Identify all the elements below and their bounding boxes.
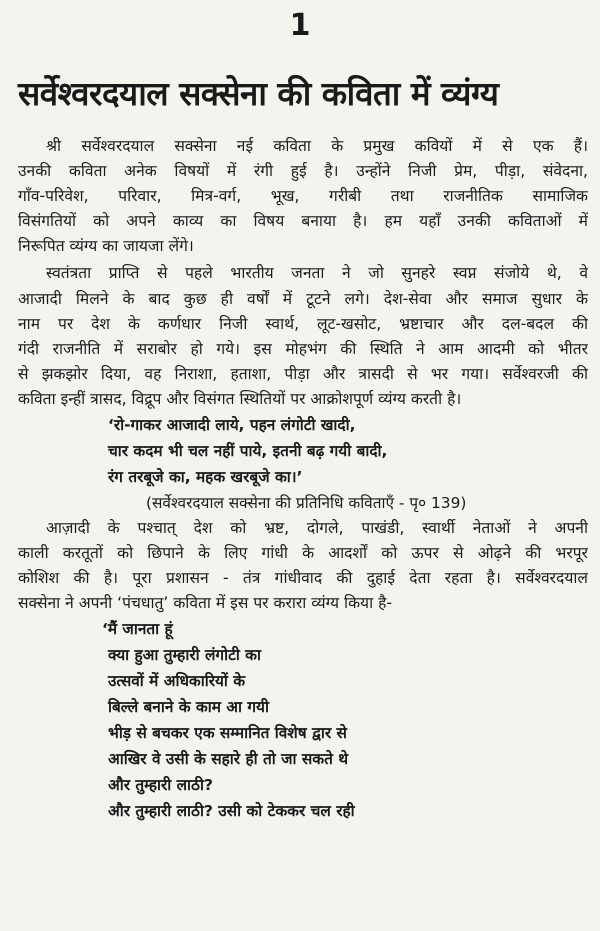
verse-line: उत्सवों में अधिकारियों के <box>108 672 246 691</box>
verse-line: और तुम्हारी लाठी? <box>108 776 213 795</box>
text-line: आजादी मिलने के बाद कुछ ही वर्षों में टूटने लगे। देश-सेवा और समाज सुधार के <box>18 289 588 308</box>
text-line: कोशिश की है। पूरा प्रशासन - तंत्र गांधीवाद की दुहाई देता रहता है। सर्वेश्वरदयाल <box>18 569 588 588</box>
verse-line: आखिर वे उसी के सहारे ही तो जा सकते थे <box>108 750 349 769</box>
text-line: गंदी राजनीति में सराबोर हो गये। इस मोहभंग की स्थिति ने आम आदमी को भीतर <box>18 339 588 358</box>
page-body <box>18 134 588 824</box>
page-number: 1 <box>289 8 311 43</box>
paragraph-3 <box>18 516 588 616</box>
text-line: निरूपित व्यंग्य का जायजा लेंगे। <box>18 237 194 256</box>
chapter-title: सर्वेश्वरदयाल सक्सेना की कविता में व्यंग्य <box>18 74 499 113</box>
text-line: विसंगतियों को अपने काव्य का विषय बनाया है। हम यहाँ उनकी कविताओं में <box>18 212 588 231</box>
paragraph-2 <box>18 261 588 412</box>
text-line: आज़ादी के पश्चात् देश को भ्रष्ट, दोगले, पाखंडी, स्वार्थी नेताओं ने अपनी <box>46 519 588 538</box>
verse-line: भीड़ से बचकर एक सम्मानित विशेष द्वार से <box>108 724 347 743</box>
text-line: श्री सर्वेश्वरदयाल सक्सेना नई कविता के प्रमुख कवियों में से एक हैं। <box>46 137 588 155</box>
verse-line: चार कदम भी चल नहीं पाये, इतनी बढ़ गयी बादी, <box>108 442 388 461</box>
text-line: नाम पर देश के कर्णधार निजी स्वार्थ, लूट-खसोट, भ्रष्टाचार और दल-बदल की <box>18 314 588 333</box>
text-line: काली करतूतों को छिपाने के लिए गांधी के आदर्शों को ऊपर से ओढ़ने की भरपूर <box>18 544 588 563</box>
verse-line: और तुम्हारी लाठी? उसी को टेककर चल रही <box>108 802 355 821</box>
verse-line: ‘मैं जानता हूं <box>102 620 173 639</box>
verse-line: रंग तरबूजे का, महक खरबूजे का।’ <box>108 468 303 487</box>
citation: (सर्वेश्वरदयाल सक्सेना की प्रतिनिधि कविताएँ - पृ० 139) <box>146 494 467 513</box>
text-line: स्वतंत्रता प्राप्ति से पहले भारतीय जनता ने जो सुनहरे स्वप्न संजोये थे, वे <box>46 264 588 283</box>
verse-quote-2 <box>18 616 588 824</box>
text-line: गाँव-परिवेश, परिवार, मित्र-वर्ग, भूख, गरीबी तथा राजनीतिक सामाजिक <box>18 187 588 206</box>
verse-line: बिल्ले बनाने के काम आ गयी <box>108 698 269 717</box>
verse-line: क्या हुआ तुम्हारी लंगोटी का <box>108 646 261 665</box>
text-line: उनकी कविता अनेक विषयों में रंगी हुई है। उन्होंने निजी प्रेम, पीड़ा, संवेदना, <box>18 162 588 181</box>
text-line: सक्सेना ने अपनी ‘पंचधातु’ कविता में इस पर करारा व्यंग्य किया है- <box>18 594 393 613</box>
paragraph-1 <box>18 134 588 259</box>
text-line: कविता इन्हीं त्रासद, विद्रूप और विसंगत स्थितियों पर आक्रोशपूर्ण व्यंग्य करती है। <box>18 389 462 408</box>
verse-quote-1 <box>18 412 588 490</box>
verse-line: ‘रो-गाकर आजादी लाये, पहन लंगोटी खादी, <box>108 416 356 435</box>
text-line: से झकझोर दिया, वह निराशा, हताशा, पीड़ा और त्रासदी से भर गया। सर्वेश्वरजी की <box>18 364 588 383</box>
